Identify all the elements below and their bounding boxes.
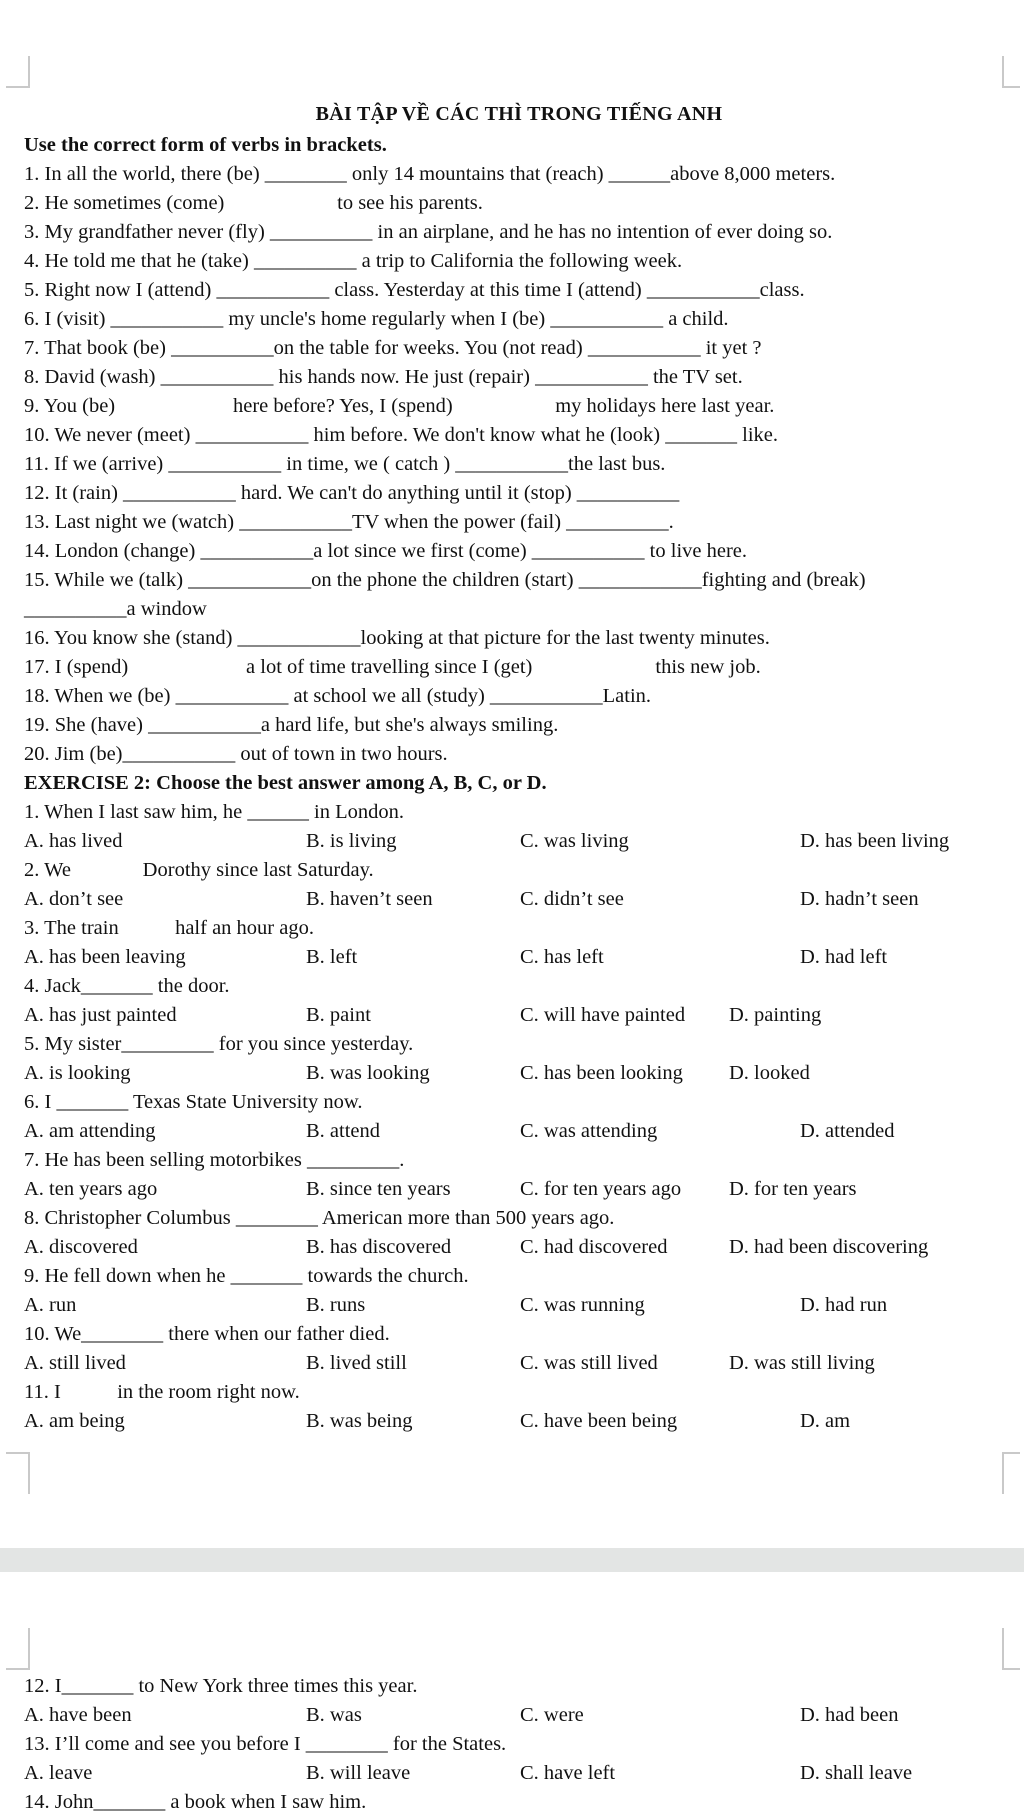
answer-option-b[interactable]: B. runs bbox=[306, 1294, 366, 1316]
exercise-1-instruction: Use the correct form of verbs in brackets. bbox=[24, 134, 387, 156]
answer-option-b[interactable]: B. will leave bbox=[306, 1762, 411, 1784]
answer-option-d[interactable]: D. hadn’t seen bbox=[800, 888, 919, 910]
answer-option-c[interactable]: C. for ten years ago bbox=[520, 1178, 682, 1200]
answer-options-row bbox=[24, 1059, 1014, 1088]
answer-option-b[interactable]: B. has discovered bbox=[306, 1236, 452, 1258]
answer-option-b[interactable]: B. since ten years bbox=[306, 1178, 451, 1200]
question-stem: 13. I’ll come and see you before I ________ for the States. bbox=[24, 1733, 507, 1755]
page-corner-mark bbox=[6, 56, 30, 88]
answer-option-a[interactable]: A. has been leaving bbox=[24, 946, 186, 968]
answer-option-d[interactable]: D. shall leave bbox=[800, 1762, 913, 1784]
answer-option-a[interactable]: A. leave bbox=[24, 1762, 93, 1784]
answer-option-b[interactable]: B. was bbox=[306, 1704, 362, 1726]
answer-option-b[interactable]: B. was looking bbox=[306, 1062, 430, 1084]
answer-option-d[interactable]: D. had left bbox=[800, 946, 888, 968]
answer-option-d[interactable]: D. looked bbox=[729, 1062, 810, 1084]
question-stem: 8. Christopher Columbus ________ American more than 500 years ago. bbox=[24, 1207, 615, 1229]
exercise-1-item: 13. Last night we (watch) ___________TV when the power (fail) __________. bbox=[24, 511, 674, 533]
answer-option-b[interactable]: B. paint bbox=[306, 1004, 371, 1026]
answer-option-c[interactable]: C. was still lived bbox=[520, 1352, 658, 1374]
exercise-1-item: 17. I (spend) a lot of time travelling since I (get) this new job. bbox=[24, 656, 761, 678]
exercise-1-item: 11. If we (arrive) ___________ in time, we ( catch ) ___________the last bus. bbox=[24, 453, 666, 475]
answer-option-d[interactable]: D. am bbox=[800, 1410, 851, 1432]
answer-options-row bbox=[24, 1701, 1014, 1730]
answer-option-b[interactable]: B. left bbox=[306, 946, 358, 968]
worksheet-content bbox=[24, 97, 1014, 1436]
answer-options-row bbox=[24, 1291, 1014, 1320]
exercise-1-item: 20. Jim (be)___________ out of town in two hours. bbox=[24, 743, 448, 765]
page-corner-mark bbox=[1002, 1452, 1020, 1494]
answer-option-c[interactable]: C. will have painted bbox=[520, 1004, 686, 1026]
answer-option-a[interactable]: A. am being bbox=[24, 1410, 125, 1432]
exercise-1-item: 19. She (have) ___________a hard life, but she's always smiling. bbox=[24, 714, 559, 736]
answer-option-d[interactable]: D. has been living bbox=[800, 830, 950, 852]
answer-options-row bbox=[24, 1759, 1014, 1788]
worksheet-title: BÀI TẬP VỀ CÁC THÌ TRONG TIẾNG ANH bbox=[315, 103, 723, 125]
page-corner-mark bbox=[6, 1628, 30, 1670]
answer-option-b[interactable]: B. lived still bbox=[306, 1352, 407, 1374]
exercise-1-item: 14. London (change) ___________a lot since we first (come) ___________ to live here. bbox=[24, 540, 748, 562]
question-stem: 10. We________ there when our father died. bbox=[24, 1323, 390, 1345]
exercise-1-item: 4. He told me that he (take) __________ a trip to California the following week. bbox=[24, 250, 683, 272]
answer-option-a[interactable]: A. still lived bbox=[24, 1352, 126, 1374]
answer-option-d[interactable]: D. had run bbox=[800, 1294, 888, 1316]
answer-option-c[interactable]: C. were bbox=[520, 1704, 584, 1726]
question-stem: 12. I_______ to New York three times this year. bbox=[24, 1675, 418, 1697]
question-stem: 5. My sister_________ for you since yesterday. bbox=[24, 1033, 414, 1055]
answer-option-c[interactable]: C. was living bbox=[520, 830, 629, 852]
exercise-1-item: 10. We never (meet) ___________ him before. We don't know what he (look) _______ like. bbox=[24, 424, 778, 446]
answer-option-c[interactable]: C. has been looking bbox=[520, 1062, 683, 1084]
answer-options-row bbox=[24, 1233, 1014, 1262]
answer-option-a[interactable]: A. don’t see bbox=[24, 888, 124, 910]
answer-option-c[interactable]: C. has left bbox=[520, 946, 604, 968]
answer-options-row bbox=[24, 885, 1014, 914]
question-stem: 4. Jack_______ the door. bbox=[24, 975, 230, 997]
document-page-2 bbox=[0, 1572, 1024, 1820]
answer-option-a[interactable]: A. has lived bbox=[24, 830, 123, 852]
answer-option-b[interactable]: B. haven’t seen bbox=[306, 888, 433, 910]
page-2-questions bbox=[24, 1672, 1014, 1817]
answer-options-row bbox=[24, 827, 1014, 856]
answer-options-row bbox=[24, 1407, 1014, 1436]
answer-option-d[interactable]: D. had been bbox=[800, 1704, 899, 1726]
answer-options-row bbox=[24, 1117, 1014, 1146]
answer-option-a[interactable]: A. am attending bbox=[24, 1120, 156, 1142]
answer-option-a[interactable]: A. has just painted bbox=[24, 1004, 177, 1026]
answer-options-row bbox=[24, 943, 1014, 972]
answer-option-c[interactable]: C. was attending bbox=[520, 1120, 658, 1142]
answer-option-a[interactable]: A. is looking bbox=[24, 1062, 131, 1084]
question-stem: 1. When I last saw him, he ______ in London. bbox=[24, 801, 404, 823]
answer-option-a[interactable]: A. ten years ago bbox=[24, 1178, 158, 1200]
answer-option-b[interactable]: B. attend bbox=[306, 1120, 381, 1142]
answer-option-d[interactable]: D. for ten years bbox=[729, 1178, 857, 1200]
exercise-1-item: 7. That book (be) __________on the table for weeks. You (not read) ___________ it yet ? bbox=[24, 337, 762, 359]
answer-options-row bbox=[24, 1175, 1014, 1204]
exercise-1-item: 16. You know she (stand) ____________looking at that picture for the last twenty minutes. bbox=[24, 627, 770, 649]
page-corner-mark bbox=[6, 1452, 30, 1494]
exercise-1-item: 2. He sometimes (come) to see his parents. bbox=[24, 192, 483, 214]
answer-options-row bbox=[24, 1349, 1014, 1378]
answer-option-c[interactable]: C. have been being bbox=[520, 1410, 678, 1432]
exercise-1-item: 1. In all the world, there (be) ________ only 14 mountains that (reach) ______above 8,000 meters. bbox=[24, 163, 836, 185]
exercise-1-item: 8. David (wash) ___________ his hands now. He just (repair) ___________ the TV set. bbox=[24, 366, 743, 388]
answer-option-c[interactable]: C. was running bbox=[520, 1294, 645, 1316]
answer-option-c[interactable]: C. have left bbox=[520, 1762, 616, 1784]
answer-option-d[interactable]: D. painting bbox=[729, 1004, 822, 1026]
question-stem: 9. He fell down when he _______ towards the church. bbox=[24, 1265, 469, 1287]
answer-option-a[interactable]: A. discovered bbox=[24, 1236, 138, 1258]
answer-option-a[interactable]: A. have been bbox=[24, 1704, 132, 1726]
answer-options-row bbox=[24, 1001, 1014, 1030]
exercise-1-item: 6. I (visit) ___________ my uncle's home regularly when I (be) ___________ a child. bbox=[24, 308, 729, 330]
exercise-1-item: 18. When we (be) ___________ at school we all (study) ___________Latin. bbox=[24, 685, 652, 707]
exercise-1-item: 12. It (rain) ___________ hard. We can't do anything until it (stop) __________ bbox=[24, 482, 680, 504]
answer-option-a[interactable]: A. run bbox=[24, 1294, 77, 1316]
answer-option-b[interactable]: B. is living bbox=[306, 830, 397, 852]
answer-option-b[interactable]: B. was being bbox=[306, 1410, 413, 1432]
question-stem: 7. He has been selling motorbikes _________. bbox=[24, 1149, 405, 1171]
question-stem: 11. I in the room right now. bbox=[24, 1381, 300, 1403]
answer-option-d[interactable]: D. was still living bbox=[729, 1352, 875, 1374]
page-corner-mark bbox=[1002, 56, 1020, 88]
exercise-1-item: 3. My grandfather never (fly) __________ in an airplane, and he has no intention of ever doing so. bbox=[24, 221, 833, 243]
question-stem: 3. The train half an hour ago. bbox=[24, 917, 314, 939]
page-corner-mark bbox=[1002, 1628, 1020, 1670]
exercise-1-item: 5. Right now I (attend) ___________ class. Yesterday at this time I (attend) ___________class. bbox=[24, 279, 805, 301]
exercise-1-item: 15. While we (talk) ____________on the phone the children (start) ____________fighting and (break) bbox=[24, 569, 866, 591]
exercise-2-heading: EXERCISE 2: Choose the best answer among A, B, C, or D. bbox=[24, 772, 547, 794]
question-stem: 6. I _______ Texas State University now. bbox=[24, 1091, 363, 1113]
exercise-2-list bbox=[24, 798, 1014, 1436]
question-stem: 14. John_______ a book when I saw him. bbox=[24, 1791, 367, 1813]
exercise-1-item: __________a window bbox=[24, 598, 207, 620]
question-stem: 2. We Dorothy since last Saturday. bbox=[24, 859, 374, 881]
answer-option-d[interactable]: D. attended bbox=[800, 1120, 895, 1142]
page-separator bbox=[0, 1548, 1024, 1572]
exercise-1-item: 9. You (be) here before? Yes, I (spend) my holidays here last year. bbox=[24, 395, 775, 417]
exercise-1-list bbox=[24, 160, 1014, 769]
answer-option-c[interactable]: C. had discovered bbox=[520, 1236, 668, 1258]
answer-option-d[interactable]: D. had been discovering bbox=[729, 1236, 929, 1258]
answer-option-c[interactable]: C. didn’t see bbox=[520, 888, 624, 910]
